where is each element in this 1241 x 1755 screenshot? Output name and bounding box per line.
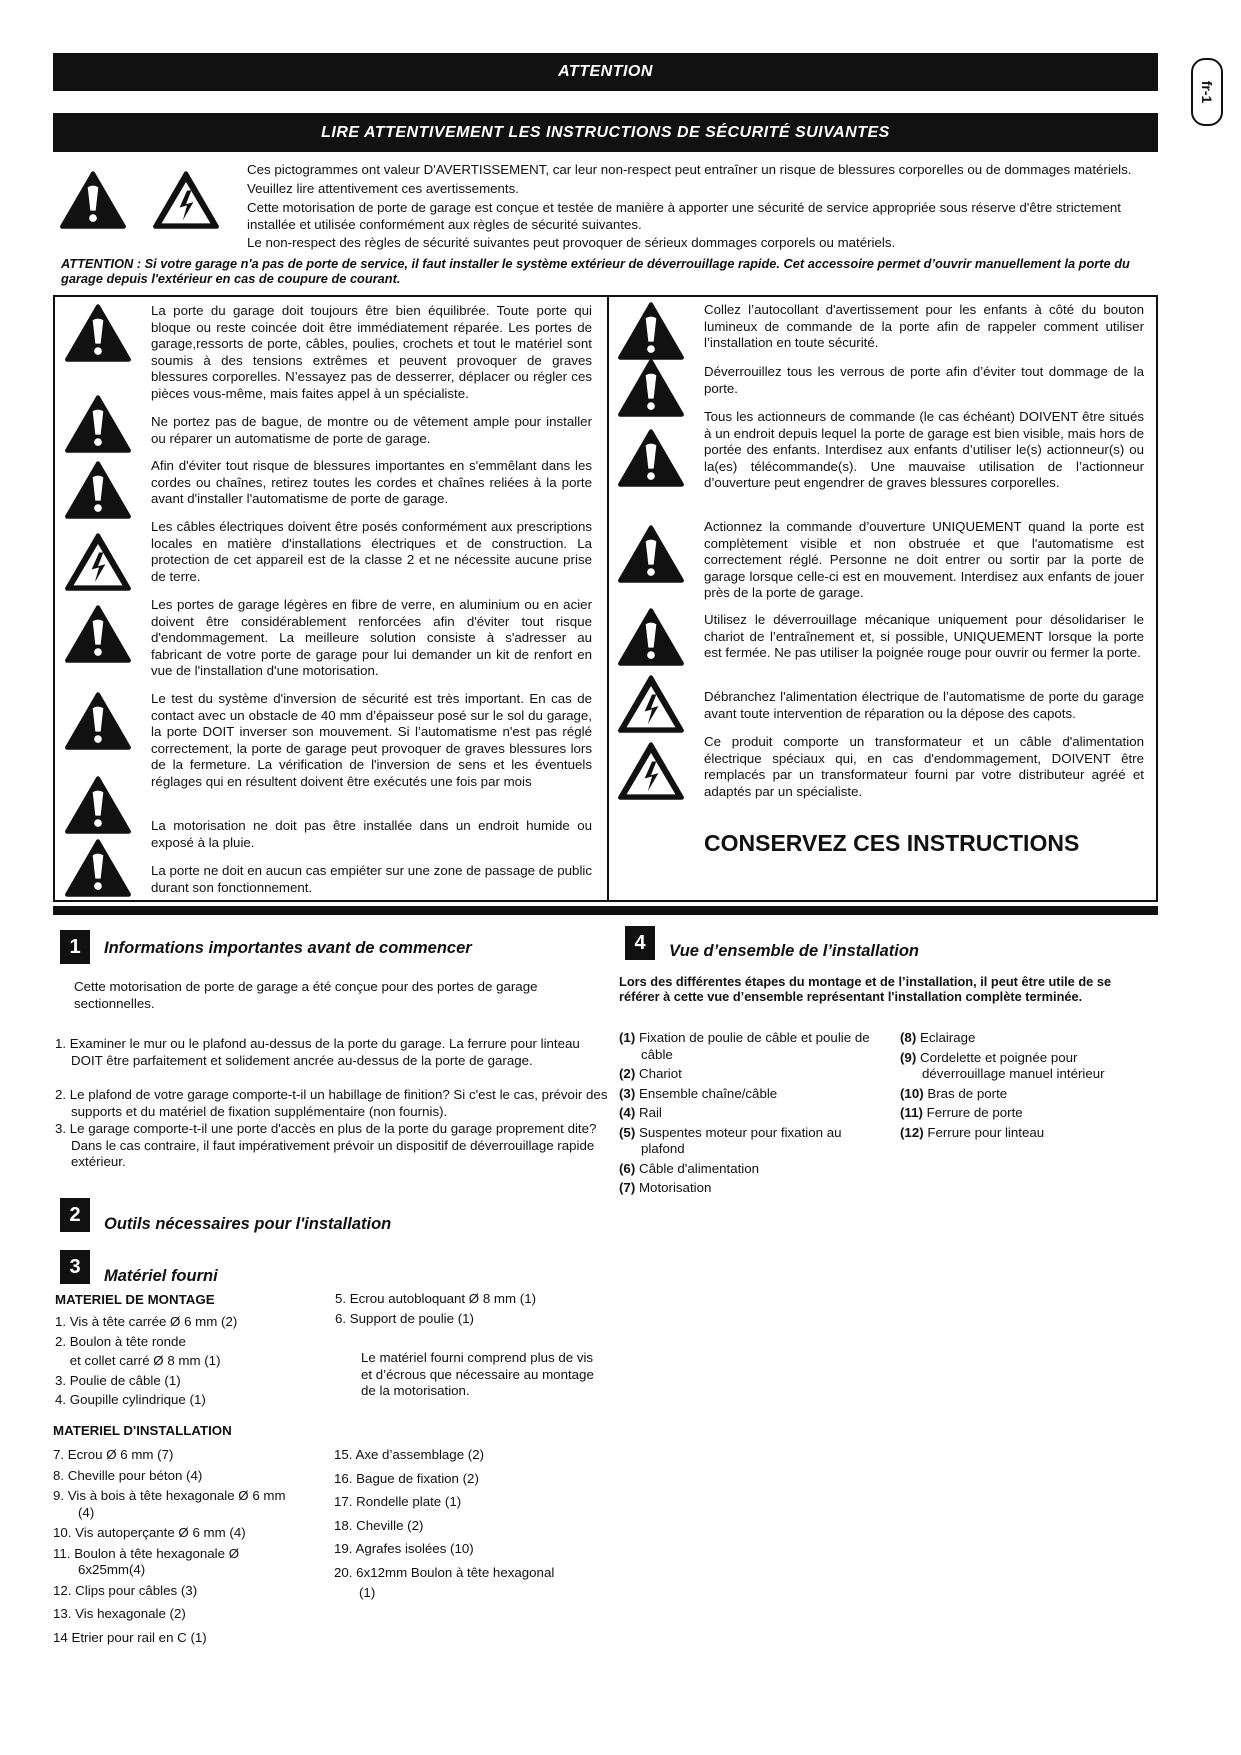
- montage-title: MATERIEL DE MONTAGE: [55, 1292, 215, 1307]
- overview-item-number: (11): [900, 1105, 923, 1120]
- safety-rule-left-1: La porte du garage doit toujours être bien équilibrée. Toute porte qui bloque ou reste coincée doit être immédiatement réparée. Les portes de garage,ressorts de porte, câbles, poulies, crochets et tout le matériel sont soumis à des tensions extrêmes et peuvent provoquer de graves blessures corporelles. N’essayez pas de desserrer, déplacer ou régler ces pièces vous-même, mais faites appel à un spécialiste.: [151, 303, 592, 401]
- overview-item-label: Chariot: [638, 1066, 682, 1081]
- attention-banner: ATTENTION: [53, 53, 1158, 91]
- list-item: 13. Vis hexagonale (2): [53, 1606, 186, 1621]
- section-1-intro: Cette motorisation de porte de garage a été conçue pour des portes de garage sectionnelles.: [74, 979, 538, 1011]
- list-item: 3. Poulie de câble (1): [55, 1372, 181, 1388]
- warning-exclamation-icon: [64, 460, 132, 520]
- section-2-number: 2: [60, 1198, 90, 1232]
- list-item: 10. Vis autoperçante Ø 6 mm (4): [53, 1525, 246, 1540]
- list-item: 2. Boulon à tête ronde: [55, 1333, 186, 1349]
- safety-rule-right-3: Tous les actionneurs de commande (le cas échéant) DOIVENT être situés à un endroit depuis lequel la porte de garage est bien visible, mais hors de portée des enfants. Interdisez aux enfants d’utiliser le(s) actionneur(s) ou la(es) télécommande(s). Une mauvaise utilisation de l’actionneur d’ouverture peut engendrer de graves blessures corporelles.: [704, 409, 1144, 490]
- overview-item-label: Câble d'alimentation: [638, 1160, 760, 1176]
- list-item: 11. Boulon à tête hexagonale Ø: [53, 1545, 240, 1561]
- list-item: 15. Axe d’assemblage (2): [334, 1447, 485, 1462]
- intro-paragraph-3: Le non-respect des règles de sécurité suivantes peut provoquer de sérieux dommages corporels ou matériels.: [247, 235, 896, 250]
- list-item: 5. Ecrou autobloquant Ø 8 mm (1): [335, 1291, 537, 1306]
- warning-exclamation-icon: [617, 358, 685, 418]
- list-item: 4. Goupille cylindrique (1): [55, 1392, 206, 1407]
- safety-instructions-banner: LIRE ATTENTIVEMENT LES INSTRUCTIONS DE SÉCURITÉ SUIVANTES: [53, 113, 1158, 152]
- safety-rule-left-4: Les câbles électriques doivent être posés conformément aux prescriptions locales en matière d'installations électriques et de construction. La protection de cet appareil est de la classe 2 et ne nécessite aucune prise de terre.: [151, 519, 592, 584]
- overview-item-number: (8): [900, 1030, 917, 1045]
- list-item: 16. Bague de fixation (2): [334, 1470, 479, 1486]
- warning-exclamation-icon: [64, 394, 132, 454]
- overview-item: [900, 1086, 1150, 1103]
- overview-item: [900, 1125, 1150, 1142]
- overview-item: [619, 1030, 879, 1063]
- safety-rule-right-6: Débranchez l'alimentation électrique de l’automatisme de porte du garage avant toute intervention de réparation ou la dépose des capots.: [704, 689, 1144, 721]
- list-item: 7. Ecrou Ø 6 mm (7): [53, 1447, 174, 1462]
- electric-hazard-icon: [617, 674, 685, 734]
- overview-item-label: Ferrure pour linteau: [927, 1124, 1045, 1140]
- overview-item-number: (4): [619, 1105, 636, 1120]
- safety-rule-left-5: Les portes de garage légères en fibre de verre, en aluminium ou en acier doivent être considérablement renforcées afin d'éviter tout risque d'endommagement. La meilleure solution consiste à s'adresser au fabricant de votre porte de garage pour lui demander un kit de renfort en vue de l'installation d'une motorisation.: [151, 597, 592, 678]
- overview-list-col-1: [619, 1030, 879, 1197]
- montage-list-left: [55, 1314, 295, 1409]
- warning-exclamation-icon: [617, 301, 685, 361]
- safety-rule-right-4: Actionnez la commande d’ouverture UNIQUEMENT quand la porte est complètement visible et non obstruée et que l'automatisme est correctement réglé. Personne ne doit entrer ou sortir par la porte de garage lorsque celle-ci est en mouvement. Interdisez aux enfants de jouer près de la porte de garage.: [704, 519, 1144, 600]
- install-list-left: [53, 1447, 323, 1646]
- list-item: et collet carré Ø 8 mm (1): [55, 1353, 221, 1368]
- montage-note: Le matériel fourni comprend plus de vis et d’écrous que nécessaire au montage de la motorisation.: [361, 1350, 594, 1398]
- overview-item-number: (1): [619, 1030, 636, 1045]
- warning-exclamation-icon: [64, 691, 132, 751]
- electric-hazard-icon: [152, 170, 220, 230]
- overview-item: [619, 1180, 879, 1197]
- section-1-title: Informations importantes avant de commencer: [104, 939, 472, 957]
- overview-item-label: Suspentes moteur pour fixation au plafond: [638, 1124, 842, 1156]
- safety-rule-left-8: La porte ne doit en aucun cas empiéter sur une zone de passage de public durant son fonctionnement.: [151, 863, 592, 895]
- electric-hazard-icon: [617, 741, 685, 801]
- overview-item: [900, 1030, 1150, 1047]
- intro-paragraph-2: Cette motorisation de porte de garage est conçue et testée de manière à apporter une sécurité de service appropriée sous réserve d'être strictement installée et utilisée conformément aux règles de sécurité suivantes.: [247, 200, 1121, 232]
- section-4-intro: Lors des différentes étapes du montage et de l’installation, il peut être utile de se référer à cette vue d’ensemble représentant l'installation complète terminée.: [619, 974, 1112, 1004]
- list-item: 9. Vis à bois à tête hexagonale Ø 6 mm: [53, 1488, 286, 1503]
- page-tab: [1191, 58, 1223, 126]
- overview-item: [619, 1105, 879, 1122]
- warning-exclamation-icon: [64, 303, 132, 363]
- install-title: MATERIEL D'INSTALLATION: [53, 1423, 232, 1438]
- safety-rule-right-1: Collez l’autocollant d'avertissement pour les enfants à côté du bouton lumineux de commande de la porte afin de rappeler comment utiliser l’installation en toute sécurité.: [704, 302, 1144, 350]
- section-1-number: 1: [60, 930, 90, 964]
- overview-item-label: Cordelette et poignée pour déverrouillage manuel intérieur: [919, 1049, 1105, 1081]
- overview-item-label: Motorisation: [638, 1180, 712, 1195]
- safety-rule-left-6: Le test du système d'inversion de sécurité est très important. En cas de contact avec un obstacle de 40 mm d’épaisseur posé sur le sol du garage, la porte DOIT inverser son mouvement. Si l’automatisme n'est pas réglé correctement, la porte de garage peut provoquer de graves blessures lors de la fermeture. La vérification de l'inversion de sens et les éventuels réglages qui en résultent doivent être exécutés une fois par mois: [151, 691, 592, 789]
- conserve-heading: CONSERVEZ CES INSTRUCTIONS: [704, 830, 1080, 856]
- list-item: 1. Vis à tête carrée Ø 6 mm (2): [55, 1314, 238, 1329]
- list-item: (1): [359, 1585, 376, 1600]
- overview-item-number: (9): [900, 1049, 917, 1065]
- intro-paragraph-1: Ces pictogrammes ont valeur D'AVERTISSEMENT, car leur non-respect peut entraîner un risque de blessures corporelles ou de dommages matériels. Veuillez lire attentivement ces avertissements.: [247, 162, 1132, 196]
- section-4-title: Vue d’ensemble de l’installation: [669, 942, 920, 960]
- overview-item: [619, 1125, 879, 1158]
- section-2-title: Outils nécessaires pour l'installation: [104, 1215, 392, 1233]
- list-item: 20. 6x12mm Boulon à tête hexagonal: [334, 1564, 555, 1580]
- electric-hazard-icon: [64, 532, 132, 592]
- overview-item-label: Ferrure de porte: [926, 1105, 1023, 1120]
- overview-item-number: (5): [619, 1124, 636, 1140]
- overview-item: [900, 1105, 1150, 1122]
- warning-exclamation-icon: [64, 838, 132, 898]
- list-item: 14 Etrier pour rail en C (1): [53, 1629, 207, 1645]
- list-item: 17. Rondelle plate (1): [334, 1494, 462, 1509]
- overview-list-col-2: [900, 1030, 1150, 1141]
- list-item: 6x25mm(4): [78, 1562, 146, 1577]
- page-tab-label: fr-1: [1199, 80, 1215, 104]
- overview-item-label: Fixation de poulie de câble et poulie de câble: [638, 1030, 870, 1062]
- montage-list-right: [335, 1291, 595, 1327]
- warning-exclamation-icon: [617, 607, 685, 667]
- overview-item: [619, 1066, 879, 1083]
- overview-item-number: (6): [619, 1160, 636, 1176]
- warning-exclamation-icon: [617, 428, 685, 488]
- safety-rule-right-5: Utilisez le déverrouillage mécanique uniquement pour désolidariser le chariot de l’entraînement et, si possible, UNIQUEMENT lorsque la porte est fermée. Ne pas utiliser la poignée rouge pour ouvrir ou fermer la porte.: [704, 612, 1144, 660]
- list-item: (4): [78, 1504, 95, 1520]
- attention-note: ATTENTION : Si votre garage n'a pas de porte de service, il faut installer le système extérieur de déverrouillage rapide. Cet accessoire permet d’ouvrir manuellement la porte du garage depuis l'extérieur en cas de coupure de courant.: [61, 256, 1130, 286]
- section-4-number: 4: [625, 926, 655, 960]
- section-separator: [53, 906, 1158, 915]
- overview-item-number: (10): [900, 1085, 924, 1101]
- safety-rule-left-3: Afin d'éviter tout risque de blessures importantes en s'emmêlant dans les cordes ou chaînes, retirez toutes les cordes et chaînes reliées à la porte avant d'installer l'automatisme de porte de garage.: [151, 458, 592, 506]
- overview-item: [619, 1086, 879, 1103]
- list-item: 19. Agrafes isolées (10): [334, 1541, 474, 1556]
- safety-rule-right-2: Déverrouillez tous les verrous de porte afin d’éviter tout dommage de la porte.: [704, 364, 1144, 396]
- section-1-item-1: 1. Examiner le mur ou le plafond au-dessus de la porte du garage. La ferrure pour linteau DOIT être parfaitement et solidement ancrée au-dessus de la porte de garage.: [55, 1036, 580, 1068]
- overview-item-label: Ensemble chaîne/câble: [638, 1085, 778, 1101]
- section-3-number: 3: [60, 1250, 90, 1284]
- safety-rule-right-7: Ce produit comporte un transformateur et un câble d'alimentation électrique spéciaux qui, en cas d'endommagement, DOIVENT être remplacés par un transformateur fourni par votre distributeur agréé et adaptés par un spécialiste.: [704, 734, 1144, 799]
- warning-exclamation-icon: [59, 170, 127, 230]
- warning-exclamation-icon: [64, 775, 132, 835]
- section-1-item-2: 2. Le plafond de votre garage comporte-t-il un habillage de finition? Si c'est le cas, prévoir des supports et du matériel de fixation supplémentaire (non fournis).: [55, 1087, 608, 1119]
- overview-item-number: (3): [619, 1085, 636, 1101]
- overview-item-label: Rail: [638, 1105, 662, 1120]
- list-item: 8. Cheville pour béton (4): [53, 1467, 203, 1483]
- list-item: 18. Cheville (2): [334, 1517, 424, 1533]
- section-3-title: Matériel fourni: [104, 1267, 218, 1285]
- section-1-item-3: 3. Le garage comporte-t-il une porte d'accès en plus de la porte du garage proprement dite? Dans le cas contraire, il faut impérativement prévoir un dispositif de déverrouillage rapide extérieur.: [55, 1121, 597, 1169]
- safety-box-divider: [607, 297, 609, 900]
- overview-item-number: (2): [619, 1066, 636, 1081]
- overview-item-number: (12): [900, 1124, 924, 1140]
- list-item: 12. Clips pour câbles (3): [53, 1582, 198, 1598]
- safety-rule-left-2: Ne portez pas de bague, de montre ou de vêtement ample pour installer ou réparer un automatisme de porte de garage.: [151, 414, 592, 446]
- overview-item-number: (7): [619, 1180, 636, 1195]
- install-list-right: [334, 1447, 604, 1602]
- overview-item: [900, 1050, 1150, 1083]
- warning-exclamation-icon: [64, 604, 132, 664]
- safety-rule-left-7: La motorisation ne doit pas être installée dans un endroit humide ou exposé à la pluie.: [151, 818, 592, 850]
- warning-exclamation-icon: [617, 524, 685, 584]
- overview-item-label: Eclairage: [919, 1030, 976, 1045]
- overview-item-label: Bras de porte: [927, 1085, 1008, 1101]
- intro-text: [247, 160, 1137, 252]
- overview-item: [619, 1161, 879, 1178]
- list-item: 6. Support de poulie (1): [335, 1310, 474, 1326]
